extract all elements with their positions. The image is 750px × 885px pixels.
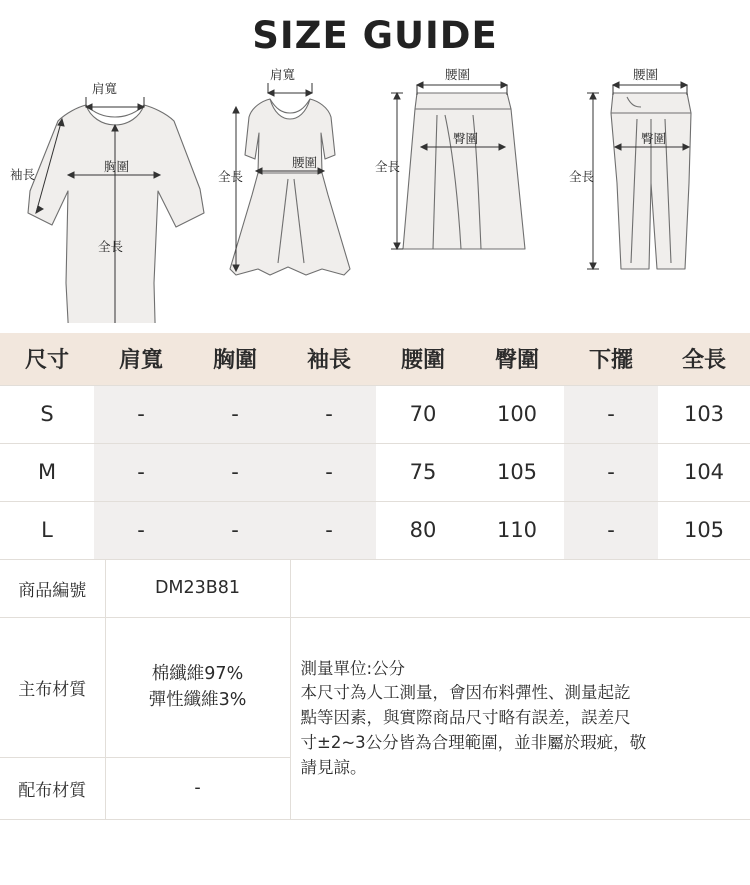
- info-row-main-fabric: [0, 618, 750, 758]
- label-bust: 胸圍: [104, 160, 130, 174]
- value-product-no: DM23B81: [105, 560, 290, 618]
- header-hip: 臀圍: [470, 333, 564, 385]
- main-fabric-line-2: 彈性纖維3%: [148, 689, 247, 710]
- note-line-2: 本尺寸為人工測量，會因布料彈性、測量起訖: [300, 683, 631, 703]
- header-shoulder: 肩寬: [94, 333, 188, 385]
- cell-waist: 70: [376, 385, 470, 443]
- size-table-header-row: [0, 333, 750, 385]
- label-length: 全長: [569, 170, 595, 184]
- cell-shoulder: -: [94, 501, 188, 559]
- table-row: [0, 443, 750, 501]
- label-shoulder: 肩寬: [270, 68, 296, 82]
- label-length: 全長: [218, 170, 244, 184]
- cell-bust: -: [188, 501, 282, 559]
- cell-sleeve: -: [282, 443, 376, 501]
- info-spacer-cell: [290, 560, 750, 618]
- label-product-no: 商品編號: [0, 560, 105, 618]
- note-line-1: 測量單位:公分: [300, 658, 406, 678]
- label-hip: 臀圍: [453, 132, 479, 146]
- info-row-product-no: [0, 560, 750, 618]
- cell-bust: -: [188, 385, 282, 443]
- cell-size: L: [0, 501, 94, 559]
- cell-sleeve: -: [282, 385, 376, 443]
- figure-dress: [218, 63, 358, 323]
- cell-hem: -: [564, 385, 658, 443]
- note-line-3: 點等因素，與實際商品尺寸略有誤差，誤差尺: [300, 708, 631, 728]
- measurement-note: [290, 618, 750, 820]
- header-bust: 胸圍: [188, 333, 282, 385]
- header-length: 全長: [658, 333, 750, 385]
- cell-waist: 75: [376, 443, 470, 501]
- cell-length: 105: [658, 501, 750, 559]
- cell-hip: 105: [470, 443, 564, 501]
- label-waist: 腰圍: [633, 68, 659, 82]
- header-sleeve: 袖長: [282, 333, 376, 385]
- label-sub-fabric: 配布材質: [0, 758, 105, 820]
- cell-size: M: [0, 443, 94, 501]
- label-waist: 腰圍: [292, 156, 318, 170]
- note-line-4: 寸±2~3公分皆為合理範圍，並非屬於瑕疵，敬: [300, 732, 647, 752]
- size-table-wrapper: [0, 333, 750, 560]
- cell-hem: -: [564, 443, 658, 501]
- cell-length: 104: [658, 443, 750, 501]
- table-row: [0, 501, 750, 559]
- label-hip: 臀圍: [641, 132, 667, 146]
- page-title: SIZE GUIDE: [252, 14, 498, 57]
- figure-skirt: [375, 63, 555, 323]
- cell-size: S: [0, 385, 94, 443]
- header-size: 尺寸: [0, 333, 94, 385]
- main-fabric-line-1: 棉纖維97%: [151, 664, 244, 685]
- label-length: 全長: [98, 240, 124, 254]
- figure-long-sleeve-top: [8, 63, 223, 323]
- header-hem: 下擺: [564, 333, 658, 385]
- value-main-fabric: [105, 618, 290, 758]
- note-line-5: 請見諒。: [300, 757, 367, 777]
- label-waist: 腰圍: [445, 68, 471, 82]
- cell-shoulder: -: [94, 443, 188, 501]
- figure-pants: [565, 63, 745, 323]
- header-waist: 腰圍: [376, 333, 470, 385]
- garment-illustrations: [0, 63, 750, 333]
- size-table: [0, 333, 750, 560]
- table-row: [0, 385, 750, 443]
- cell-hem: -: [564, 501, 658, 559]
- label-sleeve: 袖長: [10, 168, 36, 182]
- cell-hip: 100: [470, 385, 564, 443]
- label-shoulder: 肩寬: [92, 82, 118, 96]
- label-main-fabric: 主布材質: [0, 618, 105, 758]
- cell-length: 103: [658, 385, 750, 443]
- cell-sleeve: -: [282, 501, 376, 559]
- label-length: 全長: [375, 160, 401, 174]
- value-sub-fabric: -: [105, 758, 290, 820]
- cell-bust: -: [188, 443, 282, 501]
- cell-shoulder: -: [94, 385, 188, 443]
- cell-hip: 110: [470, 501, 564, 559]
- product-info-table: [0, 560, 750, 821]
- cell-waist: 80: [376, 501, 470, 559]
